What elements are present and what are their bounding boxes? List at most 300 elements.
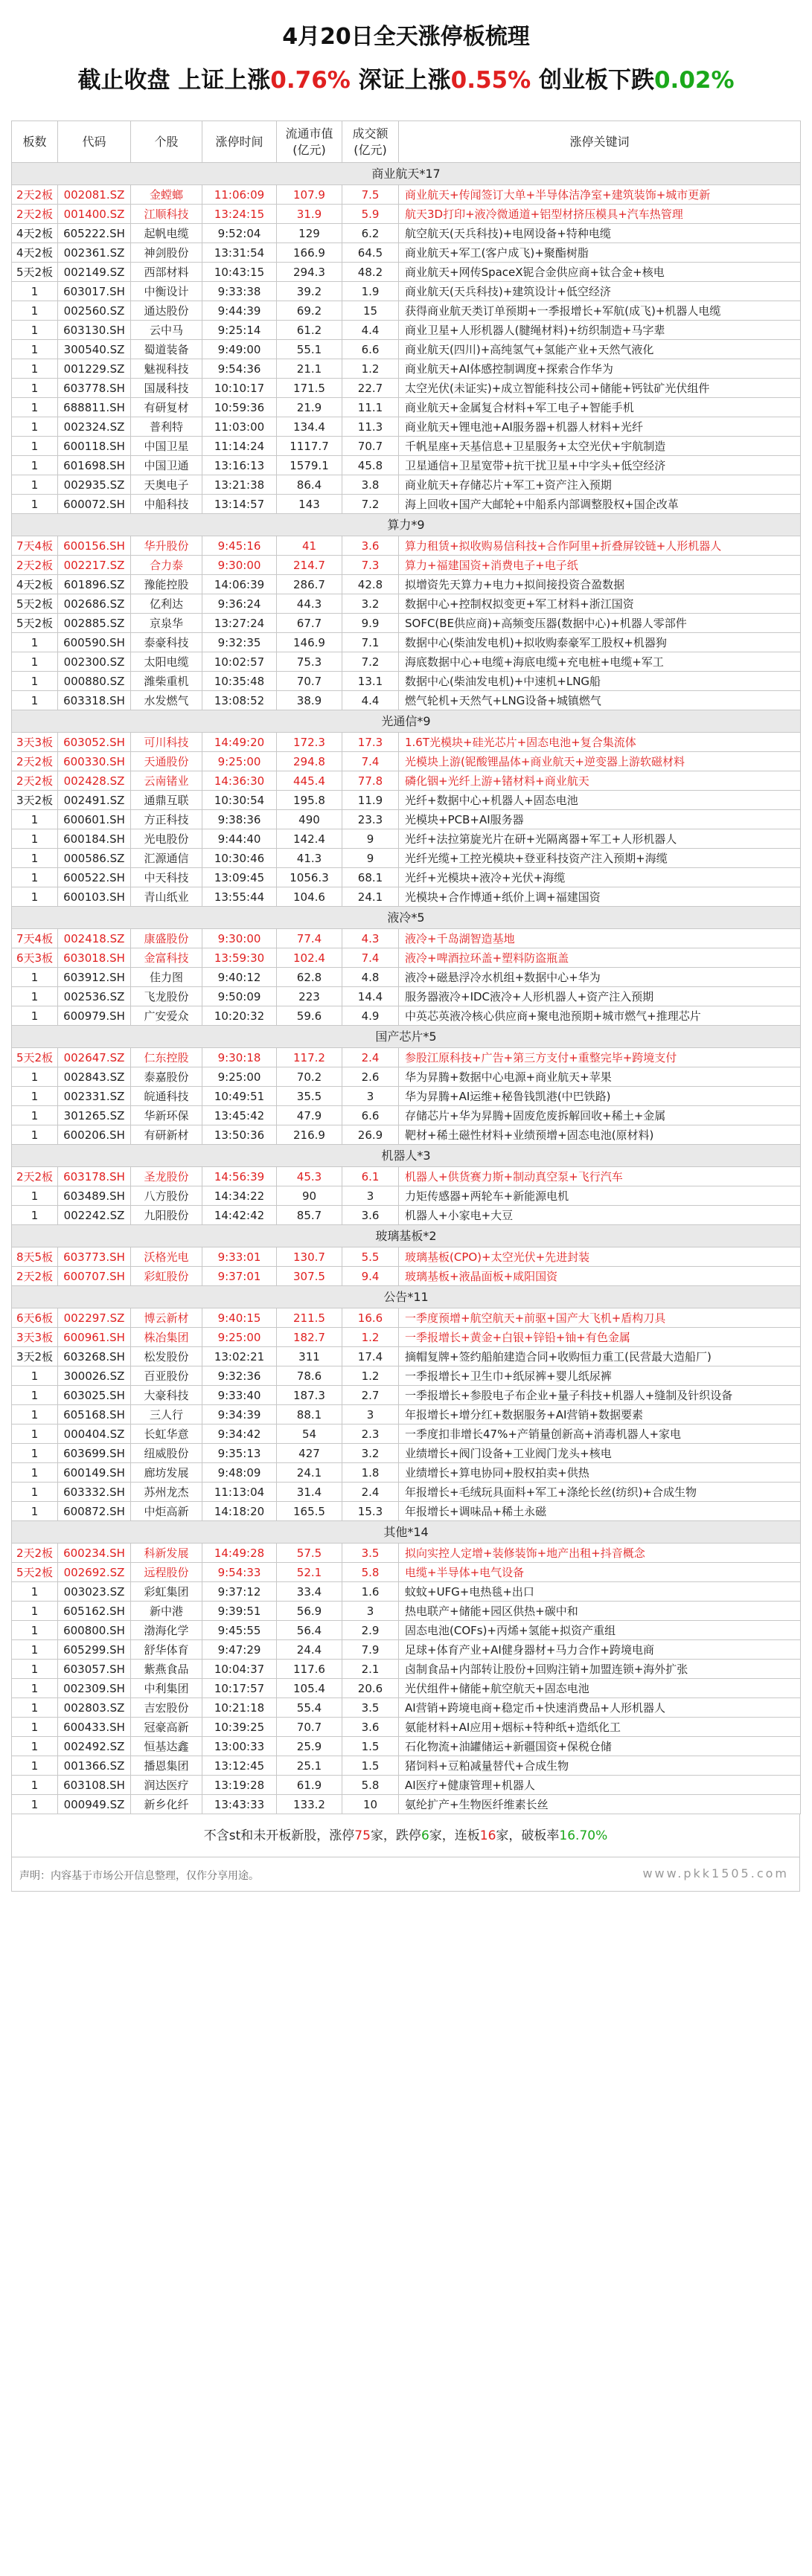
stock-name: 泰豪科技	[131, 633, 202, 652]
keywords: 机器人+供货赛力斯+制动真空泵+飞行汽车	[399, 1167, 801, 1186]
turnover: 2.4	[342, 1483, 399, 1502]
stock-code: 600707.SH	[58, 1267, 131, 1286]
keywords: 机器人+小家电+大豆	[399, 1206, 801, 1225]
keywords: 光模块+PCB+AI服务器	[399, 810, 801, 829]
stock-code: 600872.SH	[58, 1502, 131, 1521]
keywords: 玻璃基板+液晶面板+咸阳国资	[399, 1267, 801, 1286]
float-cap: 182.7	[277, 1328, 342, 1347]
stock-name: 长虹华意	[131, 1424, 202, 1444]
turnover: 1.9	[342, 282, 399, 301]
close-label: 截止收盘	[77, 67, 170, 94]
board-count: 1	[12, 321, 58, 340]
board-count: 4天2板	[12, 243, 58, 263]
board-count: 3天3板	[12, 1328, 58, 1347]
table-row	[12, 1621, 801, 1640]
board-count: 1	[12, 1067, 58, 1087]
stock-code: 002149.SZ	[58, 263, 131, 282]
float-cap: 214.7	[277, 556, 342, 575]
table-row	[12, 868, 801, 887]
float-cap: 24.1	[277, 1463, 342, 1483]
float-cap: 56.9	[277, 1602, 342, 1621]
limit-time: 9:40:12	[202, 968, 277, 987]
float-cap: 211.5	[277, 1308, 342, 1328]
stock-name: 华新环保	[131, 1106, 202, 1125]
float-cap: 35.5	[277, 1087, 342, 1106]
limit-time: 9:25:00	[202, 1067, 277, 1087]
stock-name: 株冶集团	[131, 1328, 202, 1347]
stock-code: 002686.SZ	[58, 594, 131, 614]
keywords: 数据中心+控制权拟变更+军工材料+浙江国资	[399, 594, 801, 614]
table-row	[12, 495, 801, 514]
stock-code: 000404.SZ	[58, 1424, 131, 1444]
turnover: 4.8	[342, 968, 399, 987]
stock-name: 天奥电子	[131, 475, 202, 495]
table-row	[12, 1483, 801, 1502]
float-cap: 1117.7	[277, 437, 342, 456]
board-count: 2天2板	[12, 752, 58, 771]
table-row	[12, 340, 801, 359]
stock-name: 九阳股份	[131, 1206, 202, 1225]
board-count: 1	[12, 1405, 58, 1424]
float-cap: 102.4	[277, 948, 342, 968]
board-count: 1	[12, 1444, 58, 1463]
table-row	[12, 1067, 801, 1087]
turnover: 10	[342, 1795, 399, 1814]
table-row	[12, 437, 801, 456]
board-count: 6天6板	[12, 1308, 58, 1328]
turnover: 48.2	[342, 263, 399, 282]
section-header	[12, 1286, 801, 1308]
float-cap: 44.3	[277, 594, 342, 614]
stock-code: 002428.SZ	[58, 771, 131, 791]
table-row	[12, 1544, 801, 1563]
limit-time: 10:30:54	[202, 791, 277, 810]
turnover: 1.8	[342, 1463, 399, 1483]
stock-code: 603025.SH	[58, 1386, 131, 1405]
stock-name: 仁东控股	[131, 1048, 202, 1067]
board-count: 1	[12, 1186, 58, 1206]
section-title: 玻璃基板*2	[12, 1225, 801, 1247]
float-cap: 59.6	[277, 1006, 342, 1026]
limit-time: 13:43:33	[202, 1795, 277, 1814]
table-row	[12, 1444, 801, 1463]
turnover: 3.6	[342, 536, 399, 556]
stock-name: 江顺科技	[131, 205, 202, 224]
stock-code: 002300.SZ	[58, 652, 131, 672]
float-cap: 41.3	[277, 849, 342, 868]
board-count: 1	[12, 1582, 58, 1602]
stock-code: 003023.SZ	[58, 1582, 131, 1602]
board-count: 2天2板	[12, 556, 58, 575]
float-cap: 311	[277, 1347, 342, 1366]
turnover: 11.1	[342, 398, 399, 417]
keywords: 热电联产+储能+园区供热+碳中和	[399, 1602, 801, 1621]
section-title: 机器人*3	[12, 1145, 801, 1167]
table-row	[12, 1563, 801, 1582]
float-cap: 75.3	[277, 652, 342, 672]
stock-name: 蜀道装备	[131, 340, 202, 359]
stock-name: 廊坊发展	[131, 1463, 202, 1483]
stock-code: 002297.SZ	[58, 1308, 131, 1328]
float-cap: 62.8	[277, 968, 342, 987]
turnover: 77.8	[342, 771, 399, 791]
limit-time: 10:43:15	[202, 263, 277, 282]
stock-code: 002331.SZ	[58, 1087, 131, 1106]
limit-time: 13:14:57	[202, 495, 277, 514]
limit-time: 10:17:57	[202, 1679, 277, 1698]
board-count: 1	[12, 1087, 58, 1106]
stock-name: 西部材料	[131, 263, 202, 282]
keywords: 氨能材料+AI应用+烟标+特种纸+造纸化工	[399, 1718, 801, 1737]
keywords: 商业卫星+人形机器人(腱绳材料)+纺织制造+马字辈	[399, 321, 801, 340]
board-count: 1	[12, 1424, 58, 1444]
stock-code: 002885.SZ	[58, 614, 131, 633]
keywords: SOFC(BE供应商)+高频变压器(数据中心)+机器人零部件	[399, 614, 801, 633]
stock-code: 600234.SH	[58, 1544, 131, 1563]
float-cap: 105.4	[277, 1679, 342, 1698]
float-cap: 54	[277, 1424, 342, 1444]
keywords: 光模块上游(铌酸锂晶体+商业航天+逆变器上游软磁材料	[399, 752, 801, 771]
stock-name: 神剑股份	[131, 243, 202, 263]
keywords: 摘帽复牌+签约船舶建造合同+收购恒力重工(民营最大造船厂)	[399, 1347, 801, 1366]
table-row	[12, 1660, 801, 1679]
limit-time: 9:47:29	[202, 1640, 277, 1660]
keywords: 数据中心(柴油发电机)+中速机+LNG船	[399, 672, 801, 691]
float-cap: 294.8	[277, 752, 342, 771]
table-row	[12, 263, 801, 282]
table-row	[12, 185, 801, 205]
keywords: 华为昇腾+AI运维+秘鲁钱凯港(中巴铁路)	[399, 1087, 801, 1106]
float-cap: 61.9	[277, 1776, 342, 1795]
stock-code: 603778.SH	[58, 379, 131, 398]
limit-time: 9:25:00	[202, 752, 277, 771]
float-cap: 33.4	[277, 1582, 342, 1602]
limit-time: 9:45:55	[202, 1621, 277, 1640]
turnover: 2.7	[342, 1386, 399, 1405]
turnover: 3.2	[342, 1444, 399, 1463]
table-row	[12, 948, 801, 968]
stock-code: 605168.SH	[58, 1405, 131, 1424]
stock-name: 彩虹集团	[131, 1582, 202, 1602]
keywords: 氨纶扩产+生物医纤维素长丝	[399, 1795, 801, 1814]
stock-name: 云南锗业	[131, 771, 202, 791]
turnover: 6.6	[342, 340, 399, 359]
limit-time: 14:49:28	[202, 1544, 277, 1563]
turnover: 7.4	[342, 752, 399, 771]
float-cap: 31.9	[277, 205, 342, 224]
stock-code: 603773.SH	[58, 1247, 131, 1267]
turnover: 20.6	[342, 1679, 399, 1698]
stock-name: 天通股份	[131, 752, 202, 771]
stock-code: 002803.SZ	[58, 1698, 131, 1718]
turnover: 4.9	[342, 1006, 399, 1026]
float-cap: 78.6	[277, 1366, 342, 1386]
table-row	[12, 791, 801, 810]
stock-code: 600072.SH	[58, 495, 131, 514]
summary-line: 不含st和未开板新股，涨停75家，跌停6家，连板16家，破板率16.70%	[11, 1814, 800, 1857]
board-count: 1	[12, 1502, 58, 1521]
limit-time: 9:48:09	[202, 1463, 277, 1483]
turnover: 9.4	[342, 1267, 399, 1286]
table-row	[12, 1737, 801, 1756]
stock-name: 远程股份	[131, 1563, 202, 1582]
turnover: 23.3	[342, 810, 399, 829]
limit-time: 9:36:24	[202, 594, 277, 614]
board-count: 1	[12, 475, 58, 495]
limit-time: 9:44:39	[202, 301, 277, 321]
turnover: 1.6	[342, 1582, 399, 1602]
limit-time: 9:54:36	[202, 359, 277, 379]
keywords: 存储芯片+华为昇腾+固废危废拆解回收+稀土+金属	[399, 1106, 801, 1125]
stock-code: 301265.SZ	[58, 1106, 131, 1125]
turnover: 2.6	[342, 1067, 399, 1087]
board-count: 1	[12, 1698, 58, 1718]
limit-time: 9:33:40	[202, 1386, 277, 1405]
col-keywords: 涨停关键词	[399, 121, 801, 163]
board-count: 1	[12, 849, 58, 868]
limit-time: 9:44:40	[202, 829, 277, 849]
cy-label: 创业板下跌	[538, 67, 654, 94]
stock-name: 紫燕食品	[131, 1660, 202, 1679]
table-row	[12, 1776, 801, 1795]
stock-code: 603318.SH	[58, 691, 131, 710]
keywords: 商业航天+传闻签订大单+半导体洁净室+建筑装饰+城市更新	[399, 185, 801, 205]
page-title: 4月20日全天涨停板梳理	[282, 24, 530, 50]
stock-name: 恒基达鑫	[131, 1737, 202, 1756]
board-count: 4天2板	[12, 224, 58, 243]
float-cap: 104.6	[277, 887, 342, 907]
section-title: 液冷*5	[12, 907, 801, 929]
stock-name: 博云新材	[131, 1308, 202, 1328]
table-row	[12, 733, 801, 752]
stock-code: 600330.SH	[58, 752, 131, 771]
keywords: AI营销+跨境电商+稳定币+快速消费品+人形机器人	[399, 1698, 801, 1718]
header	[0, 0, 812, 121]
keywords: 液冷+啤酒拉环盖+塑料防盗瓶盖	[399, 948, 801, 968]
limit-time: 13:02:21	[202, 1347, 277, 1366]
stock-name: 普利特	[131, 417, 202, 437]
limit-time: 13:31:54	[202, 243, 277, 263]
board-count: 2天2板	[12, 1167, 58, 1186]
keywords: 商业航天+锂电池+AI服务器+机器人材料+光纤	[399, 417, 801, 437]
stock-code: 002242.SZ	[58, 1206, 131, 1225]
keywords: 液冷+磁悬浮冷水机组+数据中心+华为	[399, 968, 801, 987]
turnover: 3.2	[342, 594, 399, 614]
stock-code: 002418.SZ	[58, 929, 131, 948]
stock-code: 603057.SH	[58, 1660, 131, 1679]
table-row	[12, 1247, 801, 1267]
col-name: 个股	[131, 121, 202, 163]
board-count: 1	[12, 301, 58, 321]
board-count: 3天2板	[12, 1347, 58, 1366]
limit-time: 13:27:24	[202, 614, 277, 633]
stock-name: 潍柴重机	[131, 672, 202, 691]
keywords: 一季报增长+卫生巾+纸尿裤+婴儿纸尿裤	[399, 1366, 801, 1386]
keywords: 光纤+光模块+液冷+光伏+海缆	[399, 868, 801, 887]
table-row	[12, 398, 801, 417]
stock-code: 600961.SH	[58, 1328, 131, 1347]
keywords: 海上回收+国产大邮轮+中船系内部调整股权+国企改革	[399, 495, 801, 514]
turnover: 45.8	[342, 456, 399, 475]
float-cap: 31.4	[277, 1483, 342, 1502]
stock-name: 中衡设计	[131, 282, 202, 301]
limit-time: 9:30:00	[202, 929, 277, 948]
keywords: 猪饲料+豆粕减量替代+合成生物	[399, 1756, 801, 1776]
consec-count: 16	[479, 1828, 496, 1843]
board-count: 1	[12, 1640, 58, 1660]
table-row	[12, 829, 801, 849]
stock-code: 600103.SH	[58, 887, 131, 907]
stock-code: 001229.SZ	[58, 359, 131, 379]
table-row	[12, 1267, 801, 1286]
limit-time: 11:06:09	[202, 185, 277, 205]
stock-code: 600118.SH	[58, 437, 131, 456]
turnover: 1.5	[342, 1756, 399, 1776]
stock-code: 002491.SZ	[58, 791, 131, 810]
float-cap: 25.1	[277, 1756, 342, 1776]
stock-code: 601896.SZ	[58, 575, 131, 594]
limit-time: 13:19:28	[202, 1776, 277, 1795]
stock-name: 润达医疗	[131, 1776, 202, 1795]
stock-name: 飞龙股份	[131, 987, 202, 1006]
keywords: 商业航天+军工(客户成飞)+聚酯树脂	[399, 243, 801, 263]
keywords: 商业航天+AI体感控制调度+探索合作华为	[399, 359, 801, 379]
limit-time: 10:39:25	[202, 1718, 277, 1737]
section-header	[12, 163, 801, 185]
stock-code: 603268.SH	[58, 1347, 131, 1366]
market-summary	[0, 61, 812, 100]
float-cap: 1056.3	[277, 868, 342, 887]
limit-time: 9:25:00	[202, 1328, 277, 1347]
float-cap: 67.7	[277, 614, 342, 633]
board-count: 2天2板	[12, 205, 58, 224]
turnover: 4.3	[342, 929, 399, 948]
stock-name: 起帆电缆	[131, 224, 202, 243]
table-row	[12, 224, 801, 243]
limit-time: 14:56:39	[202, 1167, 277, 1186]
keywords: 中英芯英液冷核心供应商+聚电池预期+城市燃气+推理芯片	[399, 1006, 801, 1026]
board-count: 1	[12, 633, 58, 652]
float-cap: 56.4	[277, 1621, 342, 1640]
limit-time: 14:34:22	[202, 1186, 277, 1206]
limit-time: 9:32:35	[202, 633, 277, 652]
table-row	[12, 1106, 801, 1125]
keywords: 太空光伏(未证实)+成立智能科技公司+储能+钙钛矿光伏组件	[399, 379, 801, 398]
stock-code: 600156.SH	[58, 536, 131, 556]
table-header-row	[12, 121, 801, 163]
table-row	[12, 575, 801, 594]
stock-code: 002217.SZ	[58, 556, 131, 575]
section-header	[12, 1026, 801, 1048]
stock-code: 002361.SZ	[58, 243, 131, 263]
limit-time: 14:06:39	[202, 575, 277, 594]
table-row	[12, 1347, 801, 1366]
float-cap: 172.3	[277, 733, 342, 752]
board-count: 1	[12, 829, 58, 849]
table-row	[12, 1328, 801, 1347]
board-count: 1	[12, 968, 58, 987]
board-count: 1	[12, 1737, 58, 1756]
float-cap: 187.3	[277, 1386, 342, 1405]
stock-code: 600979.SH	[58, 1006, 131, 1026]
turnover: 6.6	[342, 1106, 399, 1125]
table-row	[12, 1405, 801, 1424]
sz-value: 0.55%	[450, 67, 531, 94]
keywords: 服务器液冷+IDC液冷+人形机器人+资产注入预期	[399, 987, 801, 1006]
board-count: 3天2板	[12, 791, 58, 810]
stock-name: 中船科技	[131, 495, 202, 514]
table-row	[12, 359, 801, 379]
table-row	[12, 1087, 801, 1106]
stock-code: 002081.SZ	[58, 185, 131, 205]
limit-time: 9:30:18	[202, 1048, 277, 1067]
stock-code: 600590.SH	[58, 633, 131, 652]
stock-name: 汇源通信	[131, 849, 202, 868]
limit-time: 9:33:01	[202, 1247, 277, 1267]
float-cap: 69.2	[277, 301, 342, 321]
turnover: 9.9	[342, 614, 399, 633]
limit-time: 14:42:42	[202, 1206, 277, 1225]
keywords: 算力租赁+拟收购易信科技+合作阿里+折叠屏铰链+人形机器人	[399, 536, 801, 556]
keywords: 蚊蚊+UFG+电热毯+出口	[399, 1582, 801, 1602]
turnover: 2.9	[342, 1621, 399, 1640]
limit-time: 9:32:36	[202, 1366, 277, 1386]
stock-code: 603108.SH	[58, 1776, 131, 1795]
keywords: 光伏组件+储能+航空航天+固态电池	[399, 1679, 801, 1698]
col-amt: 成交额 (亿元)	[342, 121, 399, 163]
stock-name: 京泉华	[131, 614, 202, 633]
table-row	[12, 1186, 801, 1206]
table-row	[12, 614, 801, 633]
turnover: 22.7	[342, 379, 399, 398]
table-row	[12, 1048, 801, 1067]
keywords: 业绩增长+阀门设备+工业阀门龙头+核电	[399, 1444, 801, 1463]
board-count: 1	[12, 1776, 58, 1795]
stock-code: 300540.SZ	[58, 340, 131, 359]
limit-time: 9:25:14	[202, 321, 277, 340]
section-title: 公告*11	[12, 1286, 801, 1308]
limit-time: 14:18:20	[202, 1502, 277, 1521]
stock-code: 002692.SZ	[58, 1563, 131, 1582]
board-count: 1	[12, 1125, 58, 1145]
limit-time: 11:03:00	[202, 417, 277, 437]
turnover: 42.8	[342, 575, 399, 594]
turnover: 64.5	[342, 243, 399, 263]
table-row	[12, 987, 801, 1006]
board-count: 1	[12, 1621, 58, 1640]
stock-code: 603178.SH	[58, 1167, 131, 1186]
turnover: 15.3	[342, 1502, 399, 1521]
board-count: 1	[12, 437, 58, 456]
stock-code: 000586.SZ	[58, 849, 131, 868]
section-title: 其他*14	[12, 1521, 801, 1544]
stock-code: 001400.SZ	[58, 205, 131, 224]
board-count: 1	[12, 1106, 58, 1125]
float-cap: 61.2	[277, 321, 342, 340]
turnover: 3.5	[342, 1544, 399, 1563]
float-cap: 171.5	[277, 379, 342, 398]
float-cap: 445.4	[277, 771, 342, 791]
stock-name: 苏州龙杰	[131, 1483, 202, 1502]
float-cap: 294.3	[277, 263, 342, 282]
stock-code: 002935.SZ	[58, 475, 131, 495]
table-row	[12, 810, 801, 829]
board-count: 1	[12, 1660, 58, 1679]
float-cap: 90	[277, 1186, 342, 1206]
turnover: 1.2	[342, 1366, 399, 1386]
limit-time: 13:55:44	[202, 887, 277, 907]
stock-code: 600206.SH	[58, 1125, 131, 1145]
